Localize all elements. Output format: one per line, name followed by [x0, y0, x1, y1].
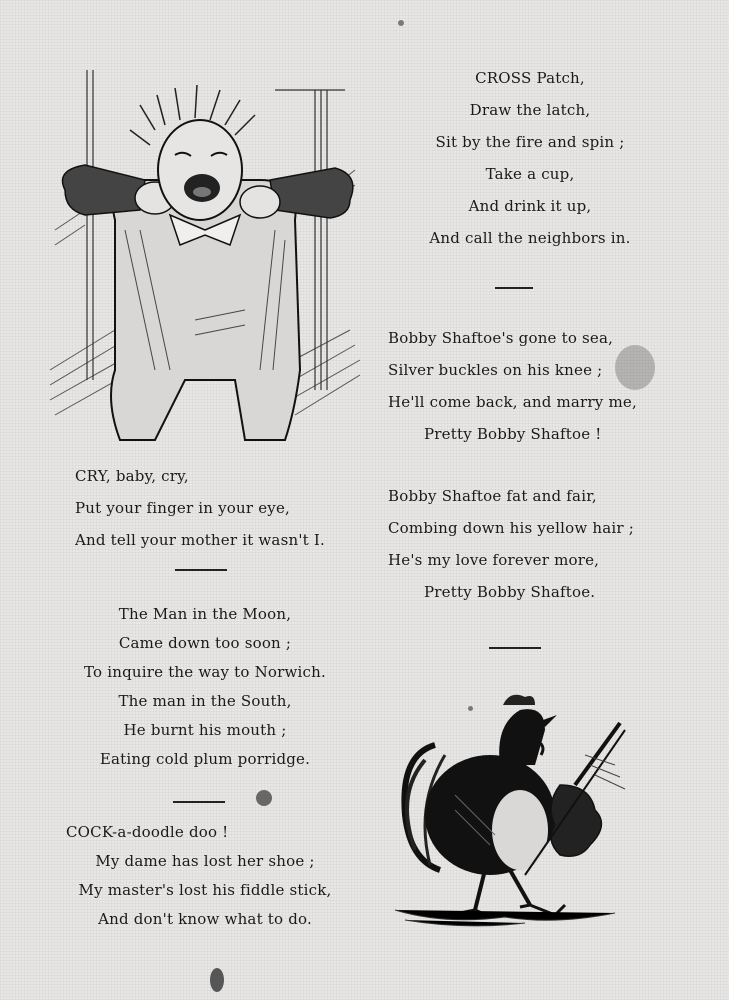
divider-rule	[175, 569, 227, 571]
poem-man-in-the-moon	[60, 600, 350, 774]
poem-line: Draw the latch,	[469, 101, 591, 119]
poem-line: My master's lost his fiddle stick,	[78, 881, 332, 899]
divider-rule	[489, 647, 541, 649]
poem-line: And drink it up,	[468, 197, 592, 215]
poem-line: Silver buckles on his knee ;	[388, 361, 603, 379]
divider-rule	[173, 801, 225, 803]
rooster-illustration	[385, 685, 635, 930]
poem-line: Put your finger in your eye,	[75, 499, 291, 517]
poem-line: And tell your mother it wasn't I.	[75, 531, 325, 549]
poem-line: Bobby Shaftoe fat and fair,	[388, 487, 597, 505]
poem-line: Pretty Bobby Shaftoe !	[424, 425, 602, 443]
poem-line: Combing down his yellow hair ;	[388, 519, 634, 537]
ink-stain	[615, 345, 655, 390]
ink-blot	[210, 968, 224, 992]
poem-cross-patch	[380, 62, 680, 254]
poem-cock-a-doodle	[60, 818, 350, 934]
poem-line: And don't know what to do.	[98, 910, 312, 928]
poem-line: To inquire the way to Norwich.	[84, 663, 326, 681]
poem-line: Pretty Bobby Shaftoe.	[424, 583, 596, 601]
poem-line: My dame has lost her shoe ;	[95, 852, 315, 870]
poem-bobby-shaftoe-2	[388, 480, 688, 608]
poem-line: He burnt his mouth ;	[123, 721, 287, 739]
poem-line: CROSS Patch,	[475, 69, 585, 87]
poem-cry-baby	[75, 460, 375, 556]
poem-line: He's my love forever more,	[388, 551, 600, 569]
ink-blot	[256, 790, 272, 806]
divider-rule	[495, 287, 533, 289]
poem-line: The Man in the Moon,	[118, 605, 292, 623]
poem-line: CRY, baby, cry,	[75, 467, 189, 485]
poem-line: The man in the South,	[118, 692, 292, 710]
ink-blot	[468, 706, 473, 711]
crying-boy-illustration	[45, 70, 365, 445]
ink-blot	[398, 20, 404, 26]
poem-line: Eating cold plum porridge.	[99, 750, 311, 768]
poem-line: And call the neighbors in.	[429, 229, 631, 247]
poem-line: Bobby Shaftoe's gone to sea,	[388, 329, 614, 347]
poem-line: COCK-a-doodle doo !	[66, 823, 229, 841]
poem-line: He'll come back, and marry me,	[388, 393, 637, 411]
poem-line: Came down too soon ;	[118, 634, 292, 652]
poem-line: Sit by the fire and spin ;	[435, 133, 625, 151]
poem-line: Take a cup,	[485, 165, 575, 183]
